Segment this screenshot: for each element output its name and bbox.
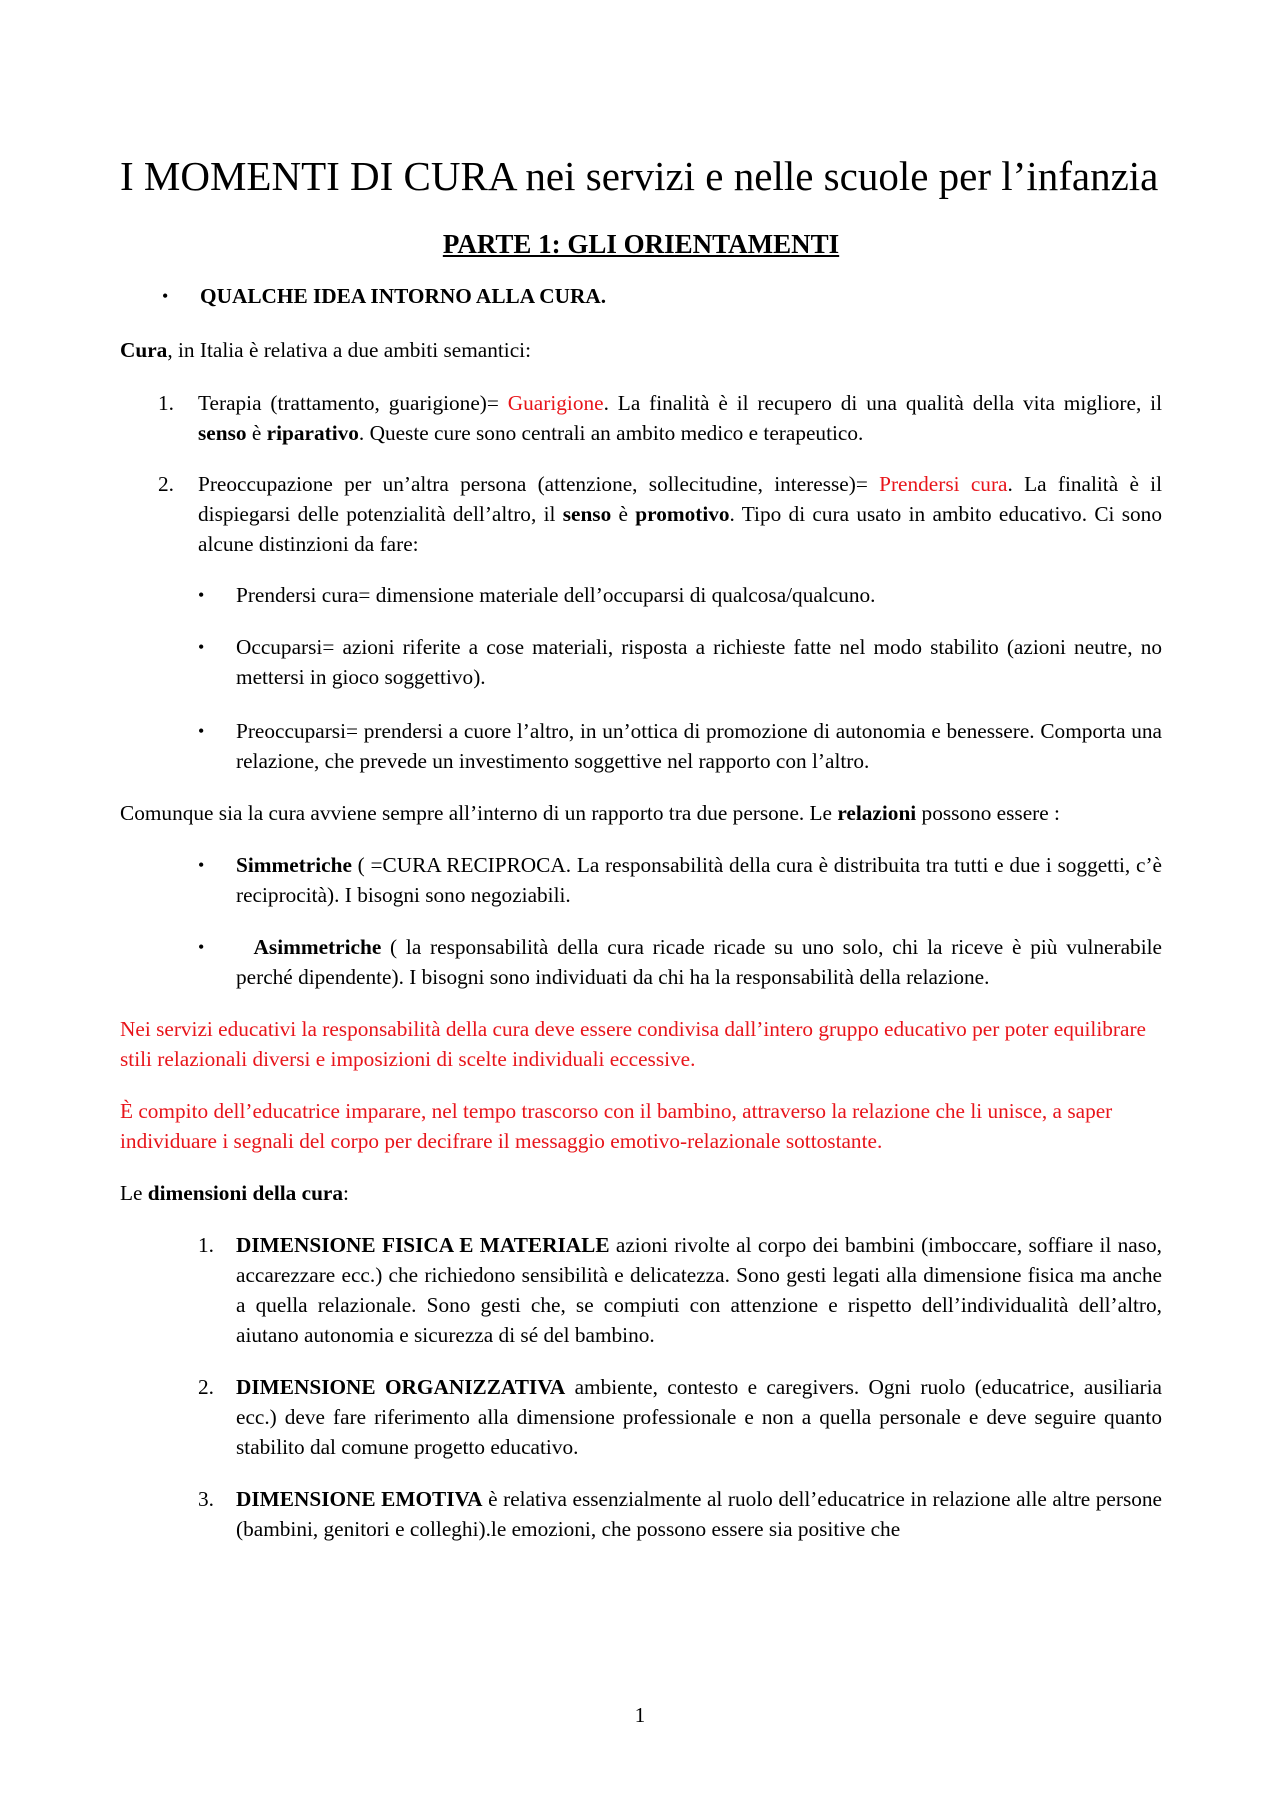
list-item-text: Terapia (trattamento, guarigione)= Guarigione. La finalità è il recupero di una qualità della vita migliore, il senso è riparativo. Queste cure sono centrali an ambito medico e terapeutico. <box>198 391 1163 445</box>
list-item-relation <box>120 850 1162 910</box>
list-number: 1. <box>198 1233 214 1257</box>
bullet-heading: QUALCHE IDEA INTORNO ALLA CURA. <box>200 284 607 308</box>
list-item-text: Preoccupazione per un’altra persona (attenzione, sollecitudine, interesse)= Prendersi cura. La finalità è il dispiegarsi delle potenzialità dell’altro, il senso è promotivo. Tipo di cura usato in ambito educativo. Ci sono alcune distinzioni da fare: <box>198 472 1163 556</box>
relations-intro: Comunque sia la cura avviene sempre all’interno di un rapporto tra due persone. Le relazioni possono essere : <box>120 801 1060 825</box>
list-item-text: DIMENSIONE EMOTIVA è relativa essenzialmente al ruolo dell’educatrice in relazione alle altre persone (bambini, genitori e colleghi).le emozioni, che possono essere sia positive che <box>236 1487 1162 1541</box>
red-paragraph: È compito dell’educatrice imparare, nel tempo trascorso con il bambino, attraverso la relazione che li unisce, a saper individuare i segnali del corpo per decifrare il messaggio emotivo-relazionale sottostante. <box>120 1099 1113 1153</box>
highlight-red: Prendersi cura <box>879 472 1008 496</box>
list-number: 2. <box>198 1375 214 1399</box>
dimensions-intro: Le dimensioni della cura: <box>120 1181 349 1205</box>
bullet-icon: • <box>162 286 169 306</box>
intro-bold: Cura <box>120 338 168 362</box>
section-heading: PARTE 1: GLI ORIENTAMENTI <box>442 229 840 259</box>
list-number: 2. <box>158 472 174 496</box>
list-item-text: Occuparsi= azioni riferite a cose materiali, risposta a richieste fatte nel modo stabilito (azioni neutre, no mettersi in gioco soggettivo). <box>236 635 1162 689</box>
bullet-icon: • <box>198 585 205 605</box>
list-item-distinction <box>120 716 1162 776</box>
list-item-text: Prendersi cura= dimensione materiale dell’occuparsi di qualcosa/qualcuno. <box>236 583 876 607</box>
list-item-distinction <box>120 632 1162 692</box>
list-item-text: Asimmetriche ( la responsabilità della cura ricade ricade su uno solo, chi la riceve è più vulnerabile perché dipendente). I bisogni sono individuati da chi ha la responsabilità della relazione. <box>236 935 1168 989</box>
list-item-text: Simmetriche ( =CURA RECIPROCA. La responsabilità della cura è distribuita tra tutti e due i soggetti, c’è reciprocità). I bisogni sono negoziabili. <box>236 853 1162 907</box>
bullet-icon: • <box>198 855 205 875</box>
list-item-distinction <box>120 580 1162 610</box>
list-item-text: DIMENSIONE FISICA E MATERIALE azioni rivolte al corpo dei bambini (imboccare, soffiare il naso, accarezzare ecc.) che richiedono sensibilità e delicatezza. Sono gesti legati alla dimensione fisica ma anche a quella relazionale. Sono gesti che, se compiuti con attenzione e rispetto dell’individualità dell’altro, aiutano autonomia e sicurezza di sé del bambino. <box>236 1233 1162 1347</box>
list-item-dimension <box>120 1230 1162 1350</box>
list-number: 1. <box>158 391 174 415</box>
intro-paragraph <box>120 335 1162 365</box>
list-item-text: Preoccuparsi= prendersi a cuore l’altro, in un’ottica di promozione di autonomia e benessere. Comporta una relazione, che prevede un investimento soggettive nel rapporto con l’altro. <box>236 719 1162 773</box>
list-number: 3. <box>198 1487 214 1511</box>
page-content <box>120 148 1168 1544</box>
list-item-meaning-2 <box>120 469 1162 559</box>
bullet-icon: • <box>198 937 205 957</box>
list-item-dimension <box>120 1372 1162 1462</box>
list-item-text: DIMENSIONE ORGANIZZATIVA ambiente, contesto e caregivers. Ogni ruolo (educatrice, ausiliaria ecc.) deve fare riferimento alla dimensione professionale e non a quella personale e deve seguire quanto stabilito dal comune progetto educativo. <box>236 1375 1162 1459</box>
intro-text: , in Italia è relativa a due ambiti semantici: <box>167 338 532 362</box>
bullet-icon: • <box>198 721 205 741</box>
list-item-dimension <box>120 1484 1162 1544</box>
page-number: 1 <box>634 1703 646 1727</box>
highlight-red: Guarigione <box>507 391 604 415</box>
document-title: I MOMENTI DI CURA nei servizi e nelle scuole per l’infanzia <box>120 153 1159 199</box>
bullet-heading-row <box>120 281 1162 311</box>
red-paragraph: Nei servizi educativi la responsabilità della cura deve essere condivisa dall’intero gruppo educativo per poter equilibrare stili relazionali diversi e imposizioni di scelte individuali eccessive. <box>120 1017 1146 1071</box>
list-item-meaning-1 <box>120 388 1162 448</box>
bullet-icon: • <box>198 637 205 657</box>
list-item-relation <box>120 932 1168 992</box>
